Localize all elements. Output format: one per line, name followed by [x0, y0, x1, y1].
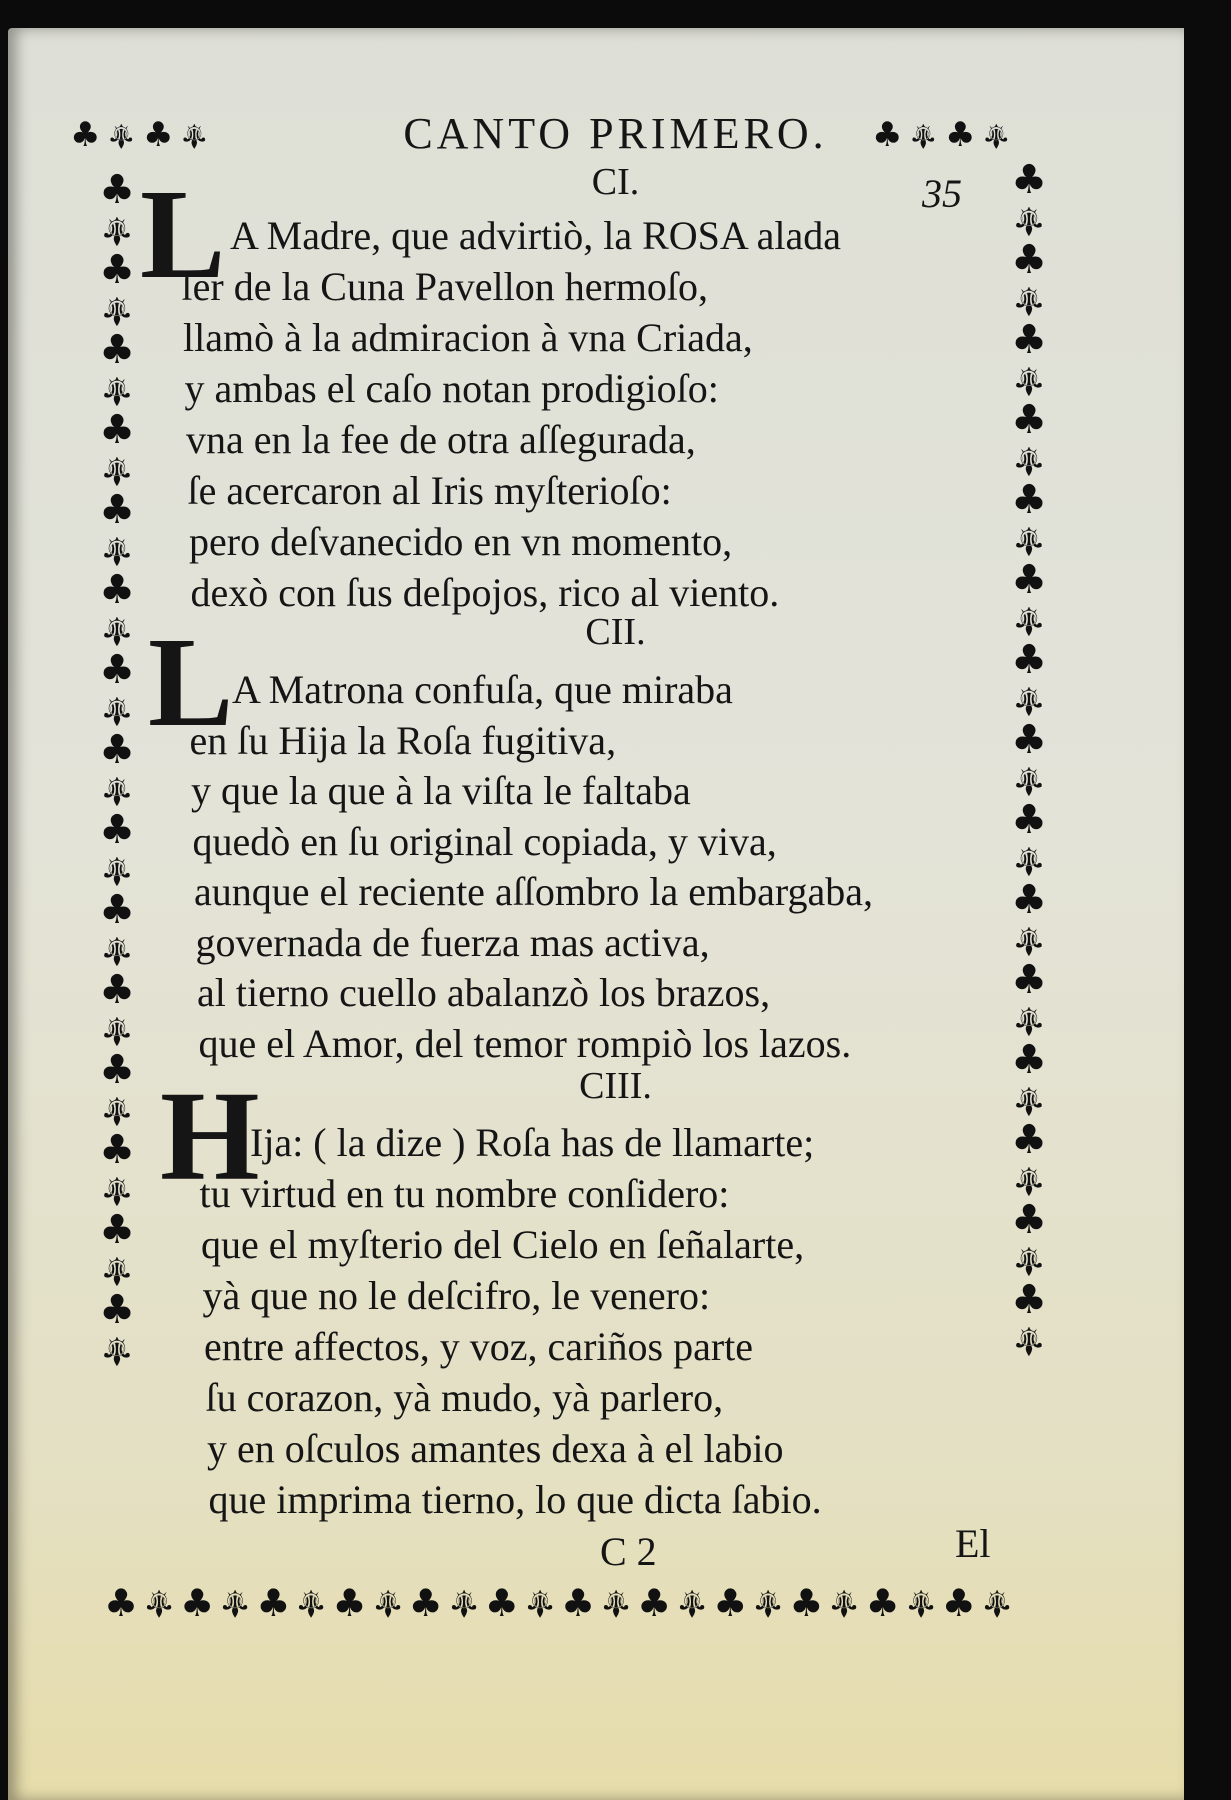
- verse-line: en ſu Hija la Roſa fugitiva,: [189, 717, 617, 763]
- fleuron-icon: ⚜: [908, 115, 939, 155]
- fleuron-icon: ⚜: [1011, 997, 1047, 1043]
- fleuron-icon: ♣: [99, 407, 135, 453]
- fleuron-icon: ⚜: [99, 847, 135, 893]
- fleuron-icon: ♣: [1011, 1117, 1047, 1163]
- fleuron-icon: ♣: [70, 115, 101, 155]
- fleuron-icon: ♣: [1011, 877, 1047, 923]
- fleuron-icon: ⚜: [979, 1581, 1014, 1625]
- fleuron-icon: ⚜: [1011, 757, 1047, 803]
- fleuron-icon: ⚜: [99, 367, 135, 413]
- fleuron-icon: ⚜: [675, 1581, 710, 1625]
- fleuron-icon: ♣: [1011, 1277, 1047, 1323]
- fleuron-icon: ⚜: [179, 115, 210, 155]
- ornament-bottom-row: [104, 1581, 1014, 1625]
- verse-line: y ambas el caſo notan prodigioſo:: [184, 366, 719, 411]
- verse-line: yà que no le deſcifro, le venero:: [202, 1273, 711, 1318]
- ornament-top-right: [872, 115, 1012, 155]
- fleuron-icon: ♣: [560, 1581, 596, 1625]
- fleuron-icon: ⚜: [294, 1581, 329, 1625]
- fleuron-icon: ♣: [99, 967, 135, 1013]
- running-header: CANTO PRIMERO.: [403, 109, 828, 158]
- fleuron-icon: ♣: [1011, 1037, 1047, 1083]
- stanza-number: CIII.: [579, 1065, 652, 1107]
- fleuron-icon: ⚜: [827, 1581, 862, 1625]
- verse-line: governada de fuerza mas activa,: [195, 919, 710, 965]
- fleuron-icon: ⚜: [99, 207, 135, 253]
- verse-line: A Matrona confuſa, que miraba: [232, 667, 733, 712]
- fleuron-icon: ♣: [99, 727, 135, 773]
- fleuron-icon: ⚜: [99, 927, 135, 973]
- fleuron-icon: ⚜: [981, 115, 1012, 155]
- fleuron-icon: ⚜: [142, 1581, 177, 1625]
- verse-line: dexò con ſus deſpojos, rico al viento.: [190, 570, 780, 615]
- fleuron-icon: ♣: [99, 1207, 135, 1253]
- fleuron-icon: ♣: [941, 1581, 976, 1625]
- verse-line: que el Amor, del temor rompiò los lazos.: [198, 1020, 852, 1066]
- fleuron-icon: ⚜: [1011, 277, 1047, 323]
- verse-line: pero deſvanecido en vn momento,: [189, 519, 733, 564]
- verse-line: aunque el reciente aſſombro la embargaba,: [194, 869, 873, 914]
- stanza-number: CII.: [585, 611, 646, 653]
- fleuron-icon: ⚜: [106, 115, 137, 155]
- catchword: El: [955, 1521, 991, 1566]
- fleuron-icon: ♣: [99, 887, 135, 933]
- fleuron-icon: ♣: [1011, 557, 1047, 603]
- fleuron-icon: ⚜: [99, 447, 135, 493]
- fleuron-icon: ♣: [142, 115, 174, 155]
- fleuron-icon: ♣: [1011, 317, 1047, 363]
- fleuron-icon: ♣: [865, 1581, 900, 1625]
- verse-line: ſu corazon, yà mudo, yà parlero,: [205, 1375, 724, 1420]
- verse-line: A Madre, que advirtiò, la ROSA alada: [230, 213, 841, 258]
- verse-line: entre affectos, y voz, cariños parte: [204, 1324, 754, 1369]
- fleuron-icon: ⚜: [99, 607, 135, 653]
- fleuron-icon: ⚜: [1011, 917, 1047, 963]
- fleuron-icon: ⚜: [99, 527, 135, 573]
- fleuron-icon: ⚜: [218, 1581, 253, 1625]
- fleuron-icon: ⚜: [1011, 1237, 1047, 1283]
- fleuron-icon: ⚜: [99, 1007, 135, 1053]
- fleuron-icon: ♣: [789, 1581, 824, 1625]
- verse-line: llamò à la admiracion à vna Criada,: [183, 315, 753, 360]
- fleuron-icon: ♣: [1011, 957, 1047, 1003]
- fleuron-icon: ♣: [99, 247, 135, 293]
- fleuron-icon: ♣: [99, 167, 135, 213]
- fleuron-icon: ♣: [872, 115, 903, 155]
- fleuron-icon: ♣: [180, 1581, 215, 1625]
- fleuron-icon: ♣: [256, 1581, 291, 1625]
- fleuron-icon: ⚜: [99, 1247, 135, 1293]
- fleuron-icon: ⚜: [903, 1581, 938, 1625]
- verse-line: que imprima tierno, lo que dicta ſabio.: [208, 1477, 822, 1522]
- verse-line: ſe acercaron al Iris myſterioſo:: [187, 468, 672, 513]
- ornament-left-column: [92, 167, 142, 1373]
- verse-line: vna en la fee de otra aſſegurada,: [186, 417, 696, 462]
- fleuron-icon: ⚜: [1011, 1317, 1047, 1363]
- ornament-top-left: [70, 115, 210, 155]
- verse-line: Ija: ( la dize ) Roſa has de llamarte;: [250, 1120, 815, 1165]
- stanza-number: CI.: [591, 161, 640, 203]
- fleuron-icon: ♣: [99, 1287, 135, 1333]
- fleuron-icon: ♣: [99, 487, 135, 533]
- fleuron-icon: ♣: [1011, 637, 1047, 683]
- fleuron-icon: ⚜: [446, 1581, 481, 1625]
- fleuron-icon: ♣: [944, 115, 976, 155]
- fleuron-icon: ⚜: [99, 687, 135, 733]
- fleuron-icon: ♣: [1011, 397, 1047, 443]
- drop-cap: H: [160, 1065, 260, 1207]
- fleuron-icon: ♣: [484, 1581, 519, 1625]
- fleuron-icon: ⚜: [1011, 597, 1047, 643]
- ornament-right-column: [1004, 157, 1054, 1363]
- fleuron-icon: ⚜: [99, 287, 135, 333]
- fleuron-icon: ⚜: [522, 1581, 557, 1625]
- fleuron-icon: ⚜: [99, 767, 135, 813]
- fleuron-icon: ♣: [1011, 717, 1047, 763]
- fleuron-icon: ⚜: [99, 1167, 135, 1213]
- verse-line: quedò en ſu original copiada, y viva,: [192, 818, 777, 864]
- verse-line: tu virtud en tu nombre conſidero:: [199, 1171, 730, 1216]
- fleuron-icon: ⚜: [1011, 517, 1047, 563]
- fleuron-icon: ♣: [104, 1581, 139, 1625]
- fleuron-icon: ⚜: [99, 1327, 135, 1373]
- fleuron-icon: ⚜: [599, 1581, 634, 1625]
- fleuron-icon: ⚜: [1011, 1157, 1047, 1203]
- verse-line: y en oſculos amantes dexa à el labio: [207, 1426, 784, 1471]
- fleuron-icon: ♣: [99, 327, 135, 373]
- fleuron-icon: ♣: [332, 1581, 367, 1625]
- fleuron-icon: ⚜: [370, 1581, 405, 1625]
- verse-line: al tierno cuello abalanzò los brazos,: [197, 970, 771, 1015]
- fleuron-icon: ⚜: [1011, 677, 1047, 723]
- fleuron-icon: ⚜: [1011, 837, 1047, 883]
- fleuron-icon: ⚜: [1011, 1077, 1047, 1123]
- fleuron-icon: ⚜: [1011, 437, 1047, 483]
- fleuron-icon: ♣: [1011, 1197, 1047, 1243]
- fleuron-icon: ⚜: [1011, 357, 1047, 403]
- fleuron-icon: ♣: [99, 1127, 135, 1173]
- verse-line: que el myſterio del Cielo en ſeñalarte,: [201, 1222, 805, 1267]
- fleuron-icon: ♣: [99, 567, 135, 613]
- fleuron-icon: ⚜: [1011, 197, 1047, 243]
- fleuron-icon: ♣: [1011, 477, 1047, 523]
- drop-cap: L: [148, 611, 234, 753]
- page-number: 35: [922, 171, 962, 216]
- fleuron-icon: ♣: [637, 1581, 672, 1625]
- fleuron-icon: ♣: [713, 1581, 748, 1625]
- fleuron-icon: ♣: [99, 1047, 135, 1093]
- fleuron-icon: ♣: [99, 807, 135, 853]
- fleuron-icon: ⚜: [99, 1087, 135, 1133]
- fleuron-icon: ♣: [1011, 237, 1047, 283]
- fleuron-icon: ♣: [408, 1581, 443, 1625]
- fleuron-icon: ♣: [99, 647, 135, 693]
- drop-cap: L: [140, 163, 226, 305]
- fleuron-icon: ⚜: [751, 1581, 786, 1625]
- verse-line: y que la que à la viſta le faltaba: [191, 768, 691, 813]
- verse-line: ſer de la Cuna Pavellon hermoſo,: [181, 264, 709, 309]
- fleuron-icon: ♣: [1011, 157, 1047, 203]
- signature-mark: C 2: [600, 1529, 657, 1574]
- fleuron-icon: ♣: [1011, 797, 1047, 843]
